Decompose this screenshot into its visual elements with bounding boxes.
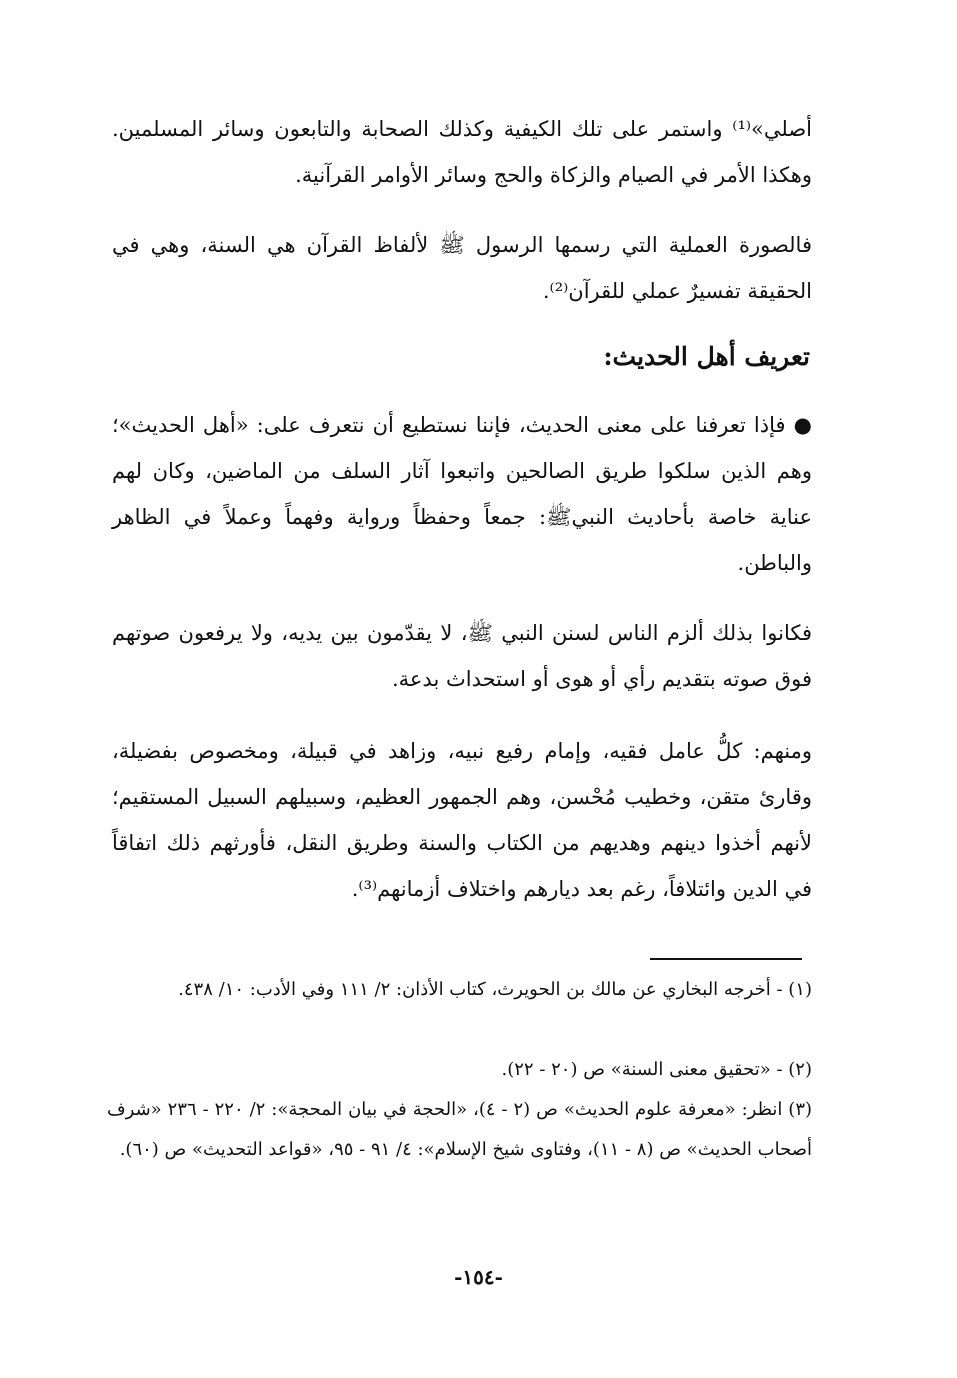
footnote-1: (١) - أخرجه البخاري عن مالك بن الحويرث، كتاب الأذان: ٢/ ١١١ وفي الأدب: ١٠/ ٤٣٨. bbox=[178, 979, 812, 1000]
footnote-2: (٢) - «تحقيق معنى السنة» ص (٢٠ - ٢٢). bbox=[501, 1059, 812, 1080]
footnote-separator bbox=[650, 958, 802, 960]
section-heading: تعريف أهل الحديث: bbox=[603, 342, 810, 371]
paragraph-adherence: فكانوا بذلك ألزم الناس لسنن النبي ﷺ، لا يقدّمون بين يديه، ولا يرفعون صوتهم فوق صوته بتقديم رأي أو هوى أو استحداث بدعة. bbox=[112, 621, 812, 691]
paragraph-practical-image: فالصورة العملية التي رسمها الرسول ﷺ لألفاظ القرآن هي السنة، وهي في الحقيقة تفسيرٌ عملي للقرآن⁽²⁾. bbox=[112, 233, 812, 303]
page-number: -١٥٤- bbox=[454, 1265, 503, 1289]
paragraph-continuation: أصلي»⁽¹⁾ واستمر على تلك الكيفية وكذلك الصحابة والتابعون وسائر المسلمين. وهكذا الأمر في الصيام والزكاة والحج وسائر الأوامر القرآنية. bbox=[112, 117, 812, 187]
paragraph-members: ومنهم: كلُّ عامل فقيه، وإمام رفيع نبيه، وزاهد في قبيلة، ومخصوص بفضيلة، وقارئ متقن، وخطيب مُحْسن، وهم الجمهور العظيم، وسبيلهم السبيل المستقيم؛ لأنهم أخذوا دينهم وهديهم من الكتاب والسنة وطريق النقل، فأورثهم ذلك اتفاقاً في الدين وائتلافاً، رغم بعد ديارهم واختلاف أزمانهم⁽³⁾. bbox=[112, 739, 812, 901]
footnote-3: (٣) انظر: «معرفة علوم الحديث» ص (٢ - ٤)، «الحجة في بيان المحجة»: ٢/ ٢٢٠ - ٢٣٦ «شرف أصحاب الحديث» ص (٨ - ١١)، وفتاوى شيخ الإسلام»: ٤/ ٩١ - ٩٥، «قواعد التحديث» ص (٦٠). bbox=[107, 1099, 813, 1160]
paragraph-definition: ● فإذا تعرفنا على معنى الحديث، فإننا نستطيع أن نتعرف على: «أهل الحديث»؛ وهم الذين سلكوا طريق الصالحين واتبعوا آثار السلف من الماضين، وكان لهم عناية خاصة بأحاديث النبيﷺ: جمعاً وحفظاً ورواية وفهماً وعملاً في الظاهر والباطن. bbox=[112, 413, 812, 575]
